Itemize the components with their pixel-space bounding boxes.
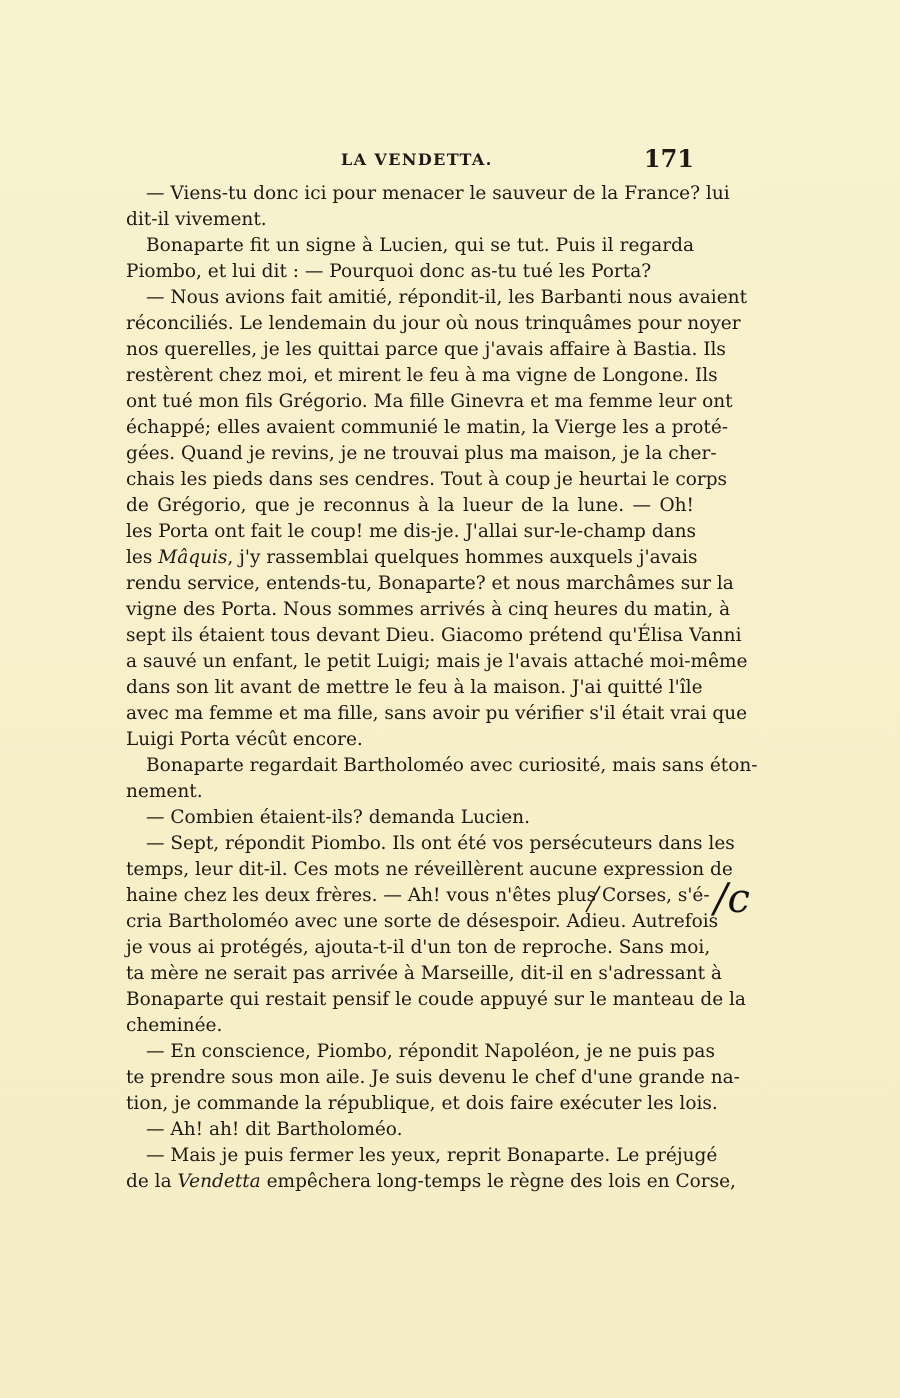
text-line: vigne des Porta. Nous sommes arrivés à cinq heures du matin, à <box>126 599 731 620</box>
text-line: — Nous avions fait amitié, répondit-il, les Barbanti nous avaient <box>146 287 747 308</box>
text-line: — Mais je puis fermer les yeux, reprit Bonaparte. Le préjugé <box>146 1145 718 1166</box>
text-line: ta mère ne serait pas arrivée à Marseille, dit-il en s'adressant à <box>126 963 722 984</box>
text-segment: les <box>126 547 159 568</box>
text-line: je vous ai protégés, ajouta-t-il d'un ton de reproche. Sans moi, <box>126 937 711 958</box>
text-line: tion, je commande la république, et dois faire exécuter les lois. <box>126 1093 718 1114</box>
text-segment: empêchera long-temps le règne des lois en Corse, <box>260 1171 736 1192</box>
text-line: chais les pieds dans ses cendres. Tout à coup je heurtai le corps <box>126 469 728 490</box>
text-line: Bonaparte qui restait pensif le coude appuyé sur le manteau de la <box>126 989 746 1010</box>
text-line: échappé; elles avaient communié le matin, la Vierge les a proté- <box>126 417 729 438</box>
proofreading-strike-mark <box>584 884 602 914</box>
text-line: Bonaparte fit un signe à Lucien, qui se tut. Puis il regarda <box>146 235 694 256</box>
running-title: LA VENDETTA. <box>341 150 493 169</box>
text-line: réconciliés. Le lendemain du jour où nous trinquâmes pour noyer <box>126 313 741 334</box>
text-line: dit-il vivement. <box>126 209 267 230</box>
text-line: restèrent chez moi, et mirent le feu à ma vigne de Longone. Ils <box>126 365 718 386</box>
text-line: rendu service, entends-tu, Bonaparte? et nous marchâmes sur la <box>126 573 734 594</box>
text-line: a sauvé un enfant, le petit Luigi; mais je l'avais attaché moi-même <box>126 651 748 672</box>
text-line <box>126 1169 736 1195</box>
text-line: nement. <box>126 781 203 802</box>
text-line: de Grégorio, que je reconnus à la lueur de la lune. — Oh! <box>126 495 694 516</box>
italic-term: Vendetta <box>177 1171 261 1192</box>
text-line: haine chez les deux frères. — Ah! vous n'êtes plus Corses, s'é- <box>126 885 710 906</box>
text-line: Bonaparte regardait Bartholoméo avec curiosité, mais sans éton- <box>146 755 758 776</box>
margin-proof-annotation: /c <box>714 876 750 922</box>
page-header <box>126 144 694 184</box>
text-line: cria Bartholoméo avec une sorte de désespoir. Adieu. Autrefois <box>126 911 719 932</box>
text-line: Piombo, et lui dit : — Pourquoi donc as-tu tué les Porta? <box>126 261 652 282</box>
text-line: cheminée. <box>126 1015 223 1036</box>
text-line: — Sept, répondit Piombo. Ils ont été vos persécuteurs dans les <box>146 833 735 854</box>
body-text <box>126 181 758 1195</box>
text-line: — Ah! ah! dit Bartholoméo. <box>146 1119 403 1140</box>
text-line: temps, leur dit-il. Ces mots ne réveillèrent aucune expression de <box>126 859 733 880</box>
text-line: — Viens-tu donc ici pour menacer le sauveur de la France? lui <box>146 183 730 204</box>
text-line: te prendre sous mon aile. Je suis devenu le chef d'une grande na- <box>126 1067 740 1088</box>
text-line: Luigi Porta vécût encore. <box>126 729 363 750</box>
text-line <box>126 545 698 571</box>
italic-term: Mâquis <box>158 547 228 568</box>
text-line: — Combien étaient-ils? demanda Lucien. <box>146 807 530 828</box>
page-number: 171 <box>643 144 694 173</box>
text-line: gées. Quand je revins, je ne trouvai plus ma maison, je la cher- <box>126 443 717 464</box>
text-line: dans son lit avant de mettre le feu à la maison. J'ai quitté l'île <box>126 677 703 698</box>
text-segment: , j'y rassemblai quelques hommes auxquels j'avais <box>227 547 698 568</box>
text-line: — En conscience, Piombo, répondit Napoléon, je ne puis pas <box>146 1041 715 1062</box>
text-line: avec ma femme et ma fille, sans avoir pu vérifier s'il était vrai que <box>126 703 748 724</box>
text-line: sept ils étaient tous devant Dieu. Giacomo prétend qu'Élisa Vanni <box>126 625 742 646</box>
text-line: les Porta ont fait le coup! me dis-je. J'allai sur-le-champ dans <box>126 521 697 542</box>
text-segment: de la <box>126 1171 178 1192</box>
text-line: nos querelles, je les quittai parce que j'avais affaire à Bastia. Ils <box>126 339 726 360</box>
text-line: ont tué mon fils Grégorio. Ma fille Ginevra et ma femme leur ont <box>126 391 733 412</box>
